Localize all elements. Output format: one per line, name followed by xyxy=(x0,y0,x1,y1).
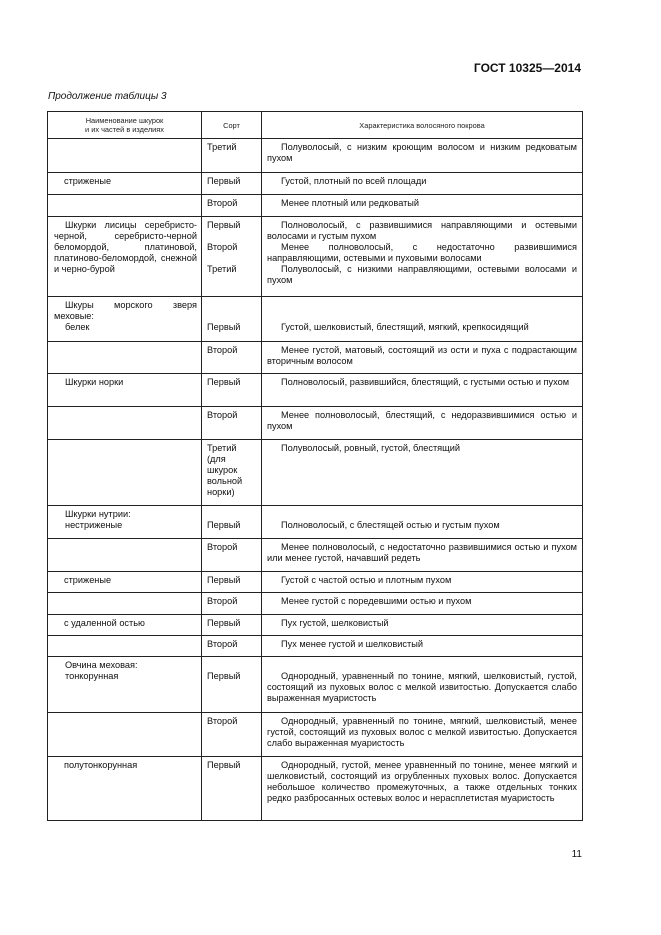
grade-cell: Второй xyxy=(202,195,262,217)
name-cell xyxy=(48,342,202,374)
table-row xyxy=(48,195,583,217)
description-cell: Пух густой, шелковистый xyxy=(262,615,583,636)
description-cell: Менее полноволосый, с недостаточно развившимися остью и пухом или менее густой, начавший редеть xyxy=(262,539,583,572)
grade-cell: Первый Второй Третий xyxy=(202,217,262,297)
name-cell xyxy=(48,407,202,440)
table-row xyxy=(48,173,583,195)
grade-cell: Третий xyxy=(202,139,262,173)
grade-cell: Первый xyxy=(202,572,262,593)
description-cell: Менее густой с поредевшими остью и пухом xyxy=(262,593,583,615)
table-row xyxy=(48,297,583,342)
grade-cell: Первый xyxy=(202,657,262,713)
name-cell: с удаленной остью xyxy=(48,615,202,636)
grade-cell: Первый xyxy=(202,173,262,195)
grade-cell: Второй xyxy=(202,342,262,374)
description-cell: Менее полноволосый, блестящий, с недоразвившимися остью и пухом xyxy=(262,407,583,440)
table-row xyxy=(48,572,583,593)
name-cell: Шкуры морского зверя меховые: белек xyxy=(48,297,202,342)
table-caption: Продолжение таблицы 3 xyxy=(48,91,167,102)
name-cell: Шкурки лисицы серебристо-черной, серебристо-черной беломордой, платиновой, платиново-беломордой, снежной и черно-бурой xyxy=(48,217,202,297)
name-cell xyxy=(48,713,202,757)
grade-cell: Первый xyxy=(202,297,262,342)
description-cell: Полноволосый, с развившимися направляющими и остевыми волосами и густым пухом Менее полноволосый, с недостаточно развившимися направляющими, остевыми и пуховыми волосами Полуволосый, с низкими направляющими, остевыми волосами и пухом xyxy=(262,217,583,297)
characteristics-table xyxy=(47,111,583,821)
description-cell: Густой, плотный по всей площади xyxy=(262,173,583,195)
grade-cell: Первый xyxy=(202,615,262,636)
name-cell xyxy=(48,440,202,506)
name-cell: Шкурки нутрии: нестриженые xyxy=(48,506,202,539)
name-cell: Овчина меховая: тонкорунная xyxy=(48,657,202,713)
table-row xyxy=(48,757,583,821)
grade-cell: Первый xyxy=(202,374,262,407)
table-row xyxy=(48,139,583,173)
description-cell: Густой с частой остью и плотным пухом xyxy=(262,572,583,593)
table-row xyxy=(48,342,583,374)
grade-cell: Первый xyxy=(202,506,262,539)
standard-number: ГОСТ 10325—2014 xyxy=(473,61,581,75)
description-cell: Полноволосый, с блестящей остью и густым пухом xyxy=(262,506,583,539)
name-cell: Шкурки норки xyxy=(48,374,202,407)
table-row xyxy=(48,713,583,757)
name-cell xyxy=(48,593,202,615)
name-cell: стриженые xyxy=(48,173,202,195)
page-number: 11 xyxy=(571,849,582,860)
name-cell xyxy=(48,139,202,173)
grade-cell: Второй xyxy=(202,593,262,615)
description-cell: Однородный, уравненный по тонине, мягкий, шелковистый, густой, состоящий из пуховых волос с мелкой извитостью. Допускается слабо выраженная муаристость xyxy=(262,657,583,713)
grade-cell: Первый xyxy=(202,757,262,821)
description-cell: Полуволосый, с низким кроющим волосом и низким редковатым пухом xyxy=(262,139,583,173)
grade-cell: Второй xyxy=(202,713,262,757)
name-cell: полутонкорунная xyxy=(48,757,202,821)
table-row xyxy=(48,636,583,657)
description-cell: Пух менее густой и шелковистый xyxy=(262,636,583,657)
description-cell: Менее густой, матовый, состоящий из ости и пуха с подрастающим вторичным волосом xyxy=(262,342,583,374)
grade-cell: Второй xyxy=(202,407,262,440)
description-cell: Однородный, уравненный по тонине, мягкий, шелковистый, менее густой, состоящий из пуховых волос с мелкой извитостью. Допускается слабо выраженная муаристость xyxy=(262,713,583,757)
description-cell: Менее плотный или редковатый xyxy=(262,195,583,217)
table-row xyxy=(48,657,583,713)
name-cell: стриженые xyxy=(48,572,202,593)
table-header-row xyxy=(48,112,583,139)
table-row xyxy=(48,374,583,407)
grade-cell: Второй xyxy=(202,636,262,657)
table-row xyxy=(48,407,583,440)
table-row xyxy=(48,615,583,636)
table-row xyxy=(48,593,583,615)
table-row xyxy=(48,217,583,297)
column-header-name: Наименование шкурок и их частей в изделиях xyxy=(48,112,202,139)
description-cell: Однородный, густой, менее уравненный по тонине, менее мягкий и шелковистый, состоящий из огрубленных пуховых волос. Допускается небольшое количество промежуточных, а также отдельных тонких редко разбросанных остевых волос и нерасплетистая муаристость xyxy=(262,757,583,821)
name-cell xyxy=(48,539,202,572)
name-cell xyxy=(48,195,202,217)
column-header-grade: Сорт xyxy=(202,112,262,139)
table-row xyxy=(48,440,583,506)
grade-cell: Третий (для шкурок вольной норки) xyxy=(202,440,262,506)
table-row xyxy=(48,506,583,539)
grade-cell: Второй xyxy=(202,539,262,572)
table-row xyxy=(48,539,583,572)
column-header-description: Характеристика волосяного покрова xyxy=(262,112,583,139)
description-cell: Полуволосый, ровный, густой, блестящий xyxy=(262,440,583,506)
description-cell: Густой, шелковистый, блестящий, мягкий, крепкосидящий xyxy=(262,297,583,342)
name-cell xyxy=(48,636,202,657)
description-cell: Полноволосый, развившийся, блестящий, с густыми остью и пухом xyxy=(262,374,583,407)
